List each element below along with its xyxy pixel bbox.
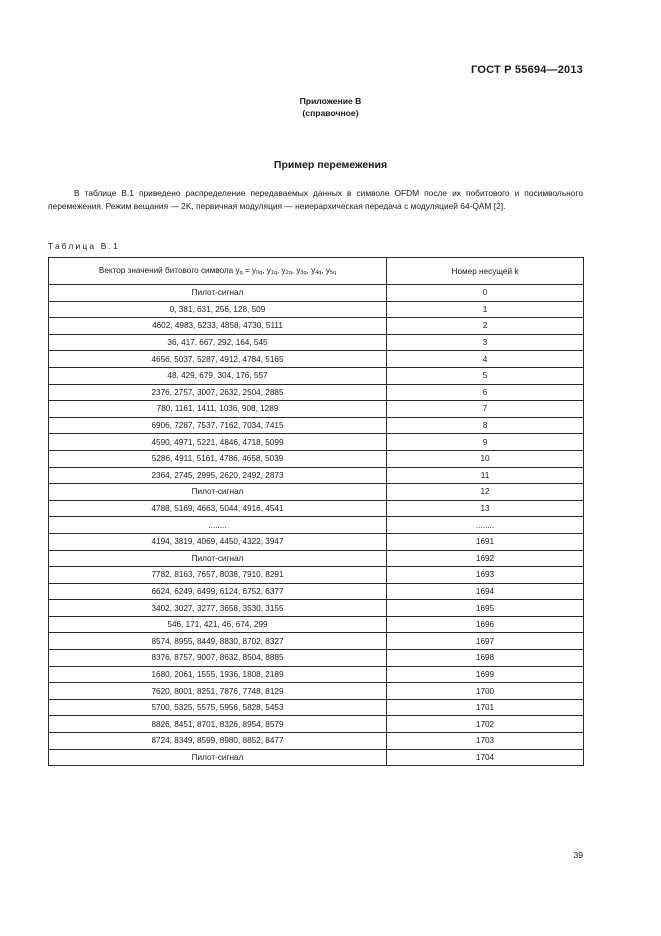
- cell-carrier: ........: [387, 517, 584, 534]
- table-row: [49, 533, 584, 550]
- cell-vector: Пилот-сигнал: [49, 484, 387, 501]
- cell-vector: 0, 381, 631, 256, 128, 509: [49, 301, 387, 318]
- cell-carrier: 1704: [387, 749, 584, 766]
- cell-vector: 48, 429, 679, 304, 176, 557: [49, 367, 387, 384]
- body-paragraph: [48, 187, 583, 213]
- cell-carrier: 8: [387, 417, 584, 434]
- table-row: [49, 318, 584, 335]
- table-row: [49, 384, 584, 401]
- cell-carrier: 7: [387, 401, 584, 418]
- table-header-row: [49, 258, 584, 285]
- cell-carrier: 1695: [387, 600, 584, 617]
- table-row: [49, 517, 584, 534]
- table-row: [49, 285, 584, 302]
- cell-carrier: 1692: [387, 550, 584, 567]
- cell-vector: 780, 1161, 1411, 1036, 908, 1289: [49, 401, 387, 418]
- cell-vector: 2376, 2757, 3007, 2632, 2504, 2885: [49, 384, 387, 401]
- cell-vector: 8826, 8451, 8701, 8326, 8954, 8579: [49, 716, 387, 733]
- cell-vector: 6906, 7287, 7537, 7162, 7034, 7415: [49, 417, 387, 434]
- table-row: [49, 683, 584, 700]
- cell-carrier: 10: [387, 450, 584, 467]
- cell-carrier: 13: [387, 500, 584, 517]
- cell-carrier: 0: [387, 285, 584, 302]
- cell-carrier: 1697: [387, 633, 584, 650]
- cell-carrier: 6: [387, 384, 584, 401]
- cell-carrier: 1696: [387, 616, 584, 633]
- cell-carrier: 1700: [387, 683, 584, 700]
- table-label: Таблица В.1: [48, 241, 120, 251]
- table-row: [49, 733, 584, 750]
- cell-vector: 4602, 4983, 5233, 4858, 4730, 5111: [49, 318, 387, 335]
- column-header-vector-text: Вектор значений битового символа: [98, 266, 236, 275]
- table-row: [49, 650, 584, 667]
- table-body: [49, 285, 584, 766]
- table-row: [49, 716, 584, 733]
- body-paragraph-text: В таблице В.1 приведено распределение передаваемых данных в символе OFDM после их побитового и посимвольного перемежения. Режим вещания — 2K, первичная модуляция — неиерархическая передача с модуляцией 64-QAM [2].: [48, 188, 583, 211]
- cell-vector: 546, 171, 421, 46, 674, 299: [49, 616, 387, 633]
- cell-vector: 5700, 5325, 5575, 5956, 5828, 5453: [49, 699, 387, 716]
- cell-vector: 36, 417, 667, 292, 164, 545: [49, 334, 387, 351]
- table-row: [49, 616, 584, 633]
- table-row: [49, 301, 584, 318]
- data-table: [48, 257, 584, 766]
- cell-vector: 4656, 5037, 5287, 4912, 4784, 5165: [49, 351, 387, 368]
- annex-note: (справочное): [302, 108, 359, 118]
- cell-carrier: 9: [387, 434, 584, 451]
- table-row: [49, 500, 584, 517]
- table-row: [49, 401, 584, 418]
- column-header-formula: yq = y0q, y1q, y2q, y3q, y4q, y5q: [235, 266, 337, 276]
- cell-vector: 8376, 8757, 9007, 8632, 8504, 8885: [49, 650, 387, 667]
- table-row: [49, 334, 584, 351]
- cell-carrier: 1702: [387, 716, 584, 733]
- column-header-vector: [49, 258, 387, 285]
- page-number: 39: [573, 850, 583, 860]
- cell-vector: Пилот-сигнал: [49, 749, 387, 766]
- table-row: [49, 434, 584, 451]
- cell-carrier: 5: [387, 367, 584, 384]
- table-row: [49, 351, 584, 368]
- column-header-carrier: Номер несущей k: [387, 258, 584, 285]
- table-row: [49, 666, 584, 683]
- table-row: [49, 550, 584, 567]
- cell-vector: 2364, 2745, 2995, 2620, 2492, 2873: [49, 467, 387, 484]
- standard-number: ГОСТ Р 55694—2013: [471, 64, 583, 76]
- cell-vector: 4194, 3819, 4069, 4450, 4322, 3947: [49, 533, 387, 550]
- cell-carrier: 1703: [387, 733, 584, 750]
- cell-vector: 1680, 2061, 1555, 1936, 1808, 2189: [49, 666, 387, 683]
- table-row: [49, 417, 584, 434]
- cell-carrier: 1694: [387, 583, 584, 600]
- table-row: [49, 484, 584, 501]
- cell-carrier: 4: [387, 351, 584, 368]
- cell-carrier: 1693: [387, 567, 584, 584]
- table-row: [49, 600, 584, 617]
- cell-vector: 8724, 8349, 8599, 8980, 8852, 8477: [49, 733, 387, 750]
- cell-vector: 4590, 4971, 5221, 4846, 4718, 5099: [49, 434, 387, 451]
- cell-carrier: 1: [387, 301, 584, 318]
- cell-carrier: 1701: [387, 699, 584, 716]
- cell-vector: 7782, 8163, 7657, 8038, 7910, 8291: [49, 567, 387, 584]
- cell-carrier: 1691: [387, 533, 584, 550]
- cell-vector: 5286, 4911, 5161, 4786, 4658, 5039: [49, 450, 387, 467]
- cell-vector: Пилот-сигнал: [49, 550, 387, 567]
- cell-carrier: 11: [387, 467, 584, 484]
- cell-vector: 3402, 3027, 3277, 3658, 3530, 3155: [49, 600, 387, 617]
- table-row: [49, 367, 584, 384]
- cell-vector: 7620, 8001, 8251, 7876, 7748, 8129: [49, 683, 387, 700]
- cell-vector: 8574, 8955, 8449, 8830, 8702, 8327: [49, 633, 387, 650]
- cell-vector: 4788, 5169, 4663, 5044, 4916, 4541: [49, 500, 387, 517]
- table-row: [49, 749, 584, 766]
- cell-carrier: 1698: [387, 650, 584, 667]
- table-row: [49, 583, 584, 600]
- cell-carrier: 3: [387, 334, 584, 351]
- cell-carrier: 12: [387, 484, 584, 501]
- table-row: [49, 633, 584, 650]
- cell-vector: 6624, 6249, 6499, 6124, 6752, 6377: [49, 583, 387, 600]
- table-row: [49, 467, 584, 484]
- table-row: [49, 699, 584, 716]
- cell-carrier: 2: [387, 318, 584, 335]
- table-row: [49, 450, 584, 467]
- table-row: [49, 567, 584, 584]
- annex-title: Приложение В: [299, 96, 362, 106]
- cell-carrier: 1699: [387, 666, 584, 683]
- cell-vector: ........: [49, 517, 387, 534]
- section-title: Пример перемежения: [273, 159, 388, 171]
- cell-vector: Пилот-сигнал: [49, 285, 387, 302]
